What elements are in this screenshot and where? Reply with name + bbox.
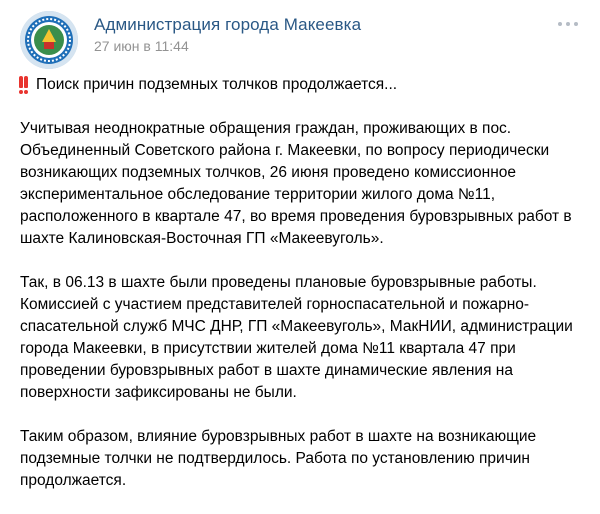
community-avatar[interactable] xyxy=(20,11,78,69)
dot-icon xyxy=(558,22,562,26)
dot-icon xyxy=(566,22,570,26)
post-meta xyxy=(94,15,361,55)
paragraph-3: Таким образом, влияние буровзрывных работ в шахте на возникающие подземные толчки не подтвердилось. Работа по установлению причин продолжается. xyxy=(20,428,537,489)
post-lead xyxy=(20,74,590,96)
more-actions-button[interactable] xyxy=(558,16,578,32)
city-emblem-icon xyxy=(20,11,78,69)
paragraph-1: Учитывая неоднократные обращения граждан, проживающих в пос. Объединенный Советского района г. Макеевки, по вопросу периодически возникающих подземных толчков, 26 июня проведено комиссионное экспериментальное обследование территории жилого дома №11, расположенного в квартале 47, во время проведения буровзрывных работ в шахте Калиновская-Восточная ГП «Макеевуголь». xyxy=(20,120,572,247)
post-header xyxy=(20,11,361,69)
paragraph-2: Так, в 06.13 в шахте были проведены плановые буровзрывные работы. Комиссией с участием представителей горноспасательной и пожарно- спасательной служб МЧС ДНР, ГП «Макеевуголь», МакНИИ, администрации города Макеевки, в присутствии жителей дома №11 квартала 47 при проведении буровзрывных работ в шахте динамические явления на поверхности зафиксированы не были. xyxy=(20,274,573,401)
post-date-link[interactable]: 27 июн в 11:44 xyxy=(94,38,189,54)
author-name-link[interactable]: Администрация города Макеевка xyxy=(94,15,362,34)
double-exclamation-icon xyxy=(19,76,29,94)
post-text xyxy=(20,74,590,514)
lead-text: Поиск причин подземных толчков продолжается... xyxy=(36,76,398,93)
dot-icon xyxy=(574,22,578,26)
